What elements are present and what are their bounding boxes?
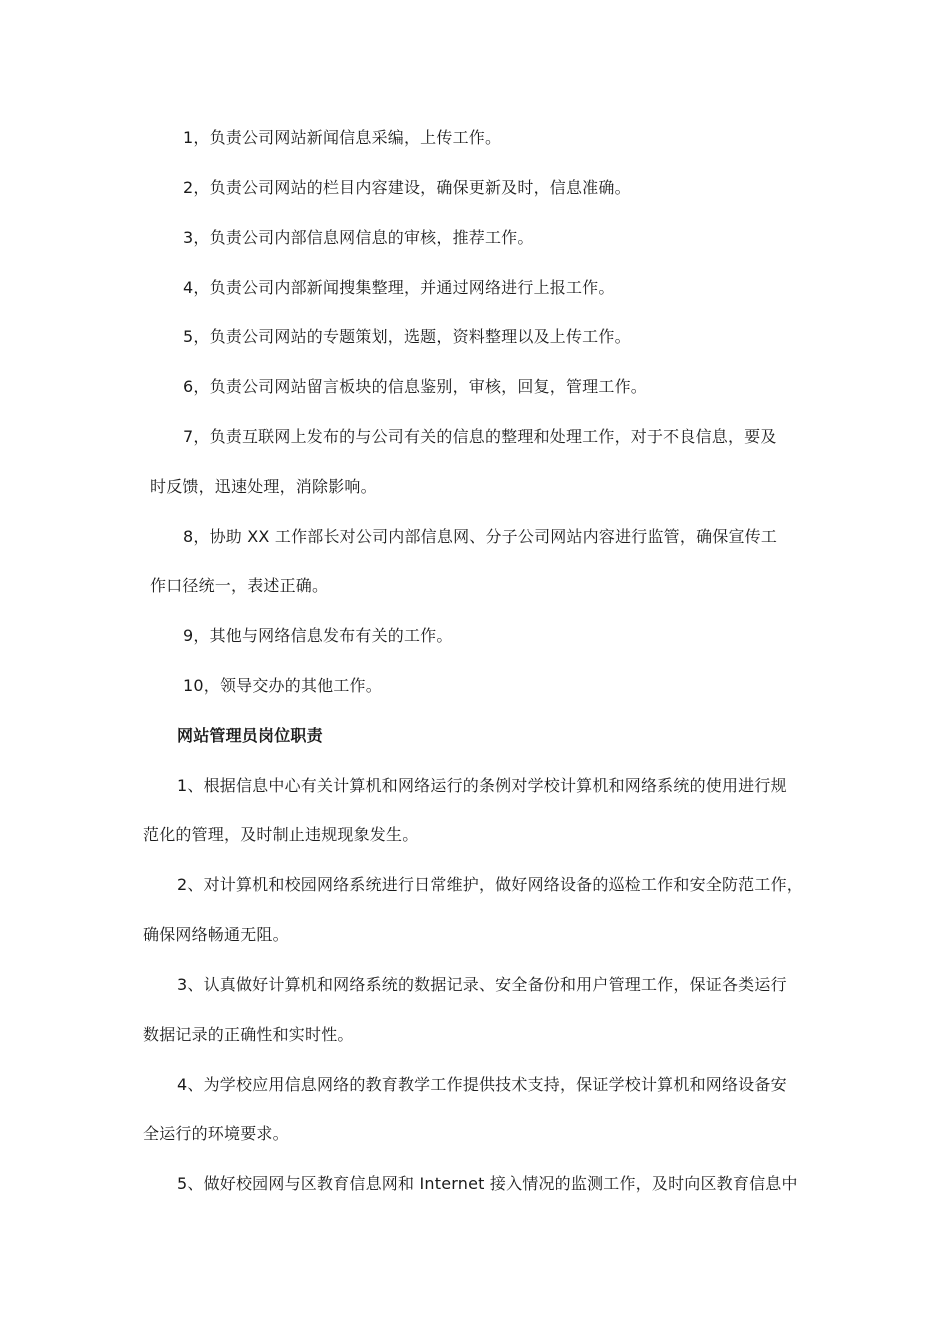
admin-item-2: 2、对计算机和校园网络系统进行日常维护，做好网络设备的巡检工作和安全防范工作，: [177, 875, 803, 894]
section-heading: 网站管理员岗位职责: [177, 726, 323, 745]
admin-item-1: 1、根据信息中心有关计算机和网络运行的条例对学校计算机和网络系统的使用进行规: [177, 776, 787, 795]
duty-item-8: 8，协助 XX 工作部长对公司内部信息网、分子公司网站内容进行监管，确保宣传工: [183, 527, 778, 546]
admin-item-1-cont: 范化的管理，及时制止违规现象发生。: [143, 825, 419, 844]
duty-item-9: 9，其他与网络信息发布有关的工作。: [183, 626, 453, 645]
duty-item-7: 7，负责互联网上发布的与公司有关的信息的整理和处理工作，对于不良信息，要及: [183, 427, 777, 446]
duty-item-10: 10，领导交办的其他工作。: [183, 676, 382, 695]
admin-item-4: 4、为学校应用信息网络的教育教学工作提供技术支持，保证学校计算机和网络设备安: [177, 1075, 787, 1094]
admin-item-3-cont: 数据记录的正确性和实时性。: [143, 1025, 354, 1044]
admin-item-3: 3、认真做好计算机和网络系统的数据记录、安全备份和用户管理工作，保证各类运行: [177, 975, 787, 994]
duty-item-6: 6，负责公司网站留言板块的信息鉴别，审核，回复，管理工作。: [183, 377, 647, 396]
admin-item-4-cont: 全运行的环境要求。: [143, 1124, 289, 1143]
admin-item-2-cont: 确保网络畅通无阻。: [143, 925, 289, 944]
admin-item-5: 5、做好校园网与区教育信息网和 Internet 接入情况的监测工作，及时向区教育信息中: [177, 1174, 798, 1193]
duty-item-5: 5，负责公司网站的专题策划，选题，资料整理以及上传工作。: [183, 327, 631, 346]
duty-item-8-cont: 作口径统一，表述正确。: [150, 576, 329, 595]
duty-item-7-cont: 时反馈，迅速处理，消除影响。: [150, 477, 377, 496]
duty-item-4: 4，负责公司内部新闻搜集整理，并通过网络进行上报工作。: [183, 278, 615, 297]
duty-item-2: 2，负责公司网站的栏目内容建设，确保更新及时，信息准确。: [183, 178, 631, 197]
duty-item-1: 1，负责公司网站新闻信息采编，上传工作。: [183, 128, 502, 147]
duty-item-3: 3，负责公司内部信息网信息的审核，推荐工作。: [183, 228, 534, 247]
